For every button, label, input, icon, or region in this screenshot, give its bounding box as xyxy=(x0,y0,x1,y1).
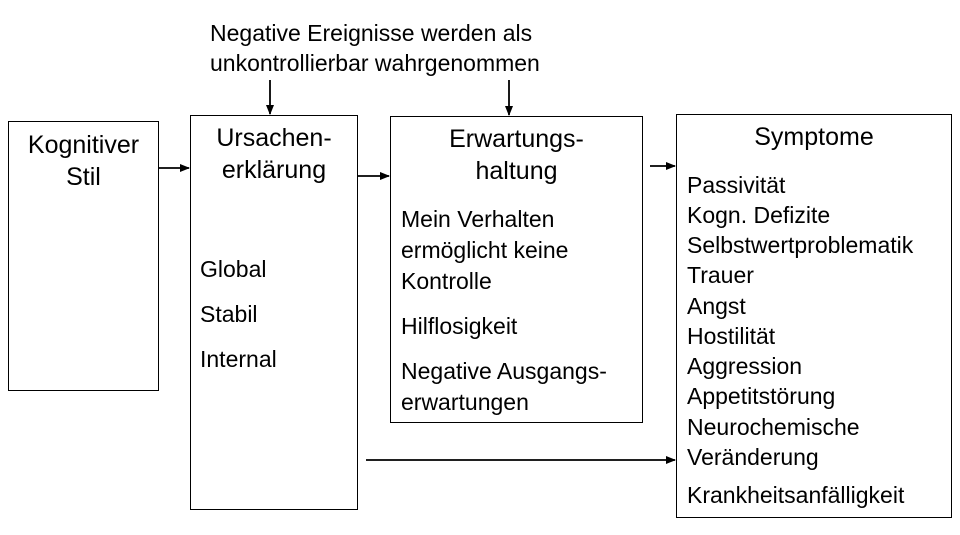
erwartung-title-line-1: Erwartungs- xyxy=(449,125,584,153)
ursachen-item: Stabil xyxy=(200,301,258,327)
erwartung-item-1-line-3: Kontrolle xyxy=(401,268,492,294)
top-note-line-1: Negative Ereignisse werden als xyxy=(210,20,533,46)
ursachen-item: Global xyxy=(200,256,267,282)
ursachen-title-line-1: Ursachen- xyxy=(216,124,332,152)
symptom-item: Neurochemische xyxy=(687,414,860,440)
symptom-item: Hostilität xyxy=(687,323,776,349)
erwartung-item-3-line-2: erwartungen xyxy=(401,389,529,415)
symptom-item: Appetitstörung xyxy=(687,383,836,409)
erwartung-title-line-2: haltung xyxy=(475,157,558,185)
symptom-item: Krankheitsanfälligkeit xyxy=(687,482,905,508)
ursachen-title-line-2: erklärung xyxy=(221,156,327,184)
erwartung-item-3-line-1: Negative Ausgangs- xyxy=(401,358,607,384)
top-note-line-2: unkontrollierbar wahrgenommen xyxy=(210,50,540,76)
ursachen-item: Internal xyxy=(200,346,277,372)
symptom-item: Veränderung xyxy=(687,444,819,470)
symptom-item: Aggression xyxy=(687,353,803,379)
symptom-item: Selbstwertproblematik xyxy=(687,232,914,258)
erwartung-item-2: Hilflosigkeit xyxy=(401,313,518,339)
symptom-item: Passivität xyxy=(687,172,786,198)
symptom-item: Angst xyxy=(687,293,746,319)
symptom-item: Kogn. Defizite xyxy=(687,202,831,228)
symptom-item: Trauer xyxy=(687,262,754,288)
erwartung-item-1-line-1: Mein Verhalten xyxy=(401,206,555,232)
erwartung-item-1-line-2: ermöglicht keine xyxy=(401,237,569,263)
kognitiver-stil-title-line-2: Stil xyxy=(66,163,101,191)
symptome-title: Symptome xyxy=(754,123,874,151)
kognitiver-stil-title-line-1: Kognitiver xyxy=(27,131,140,159)
